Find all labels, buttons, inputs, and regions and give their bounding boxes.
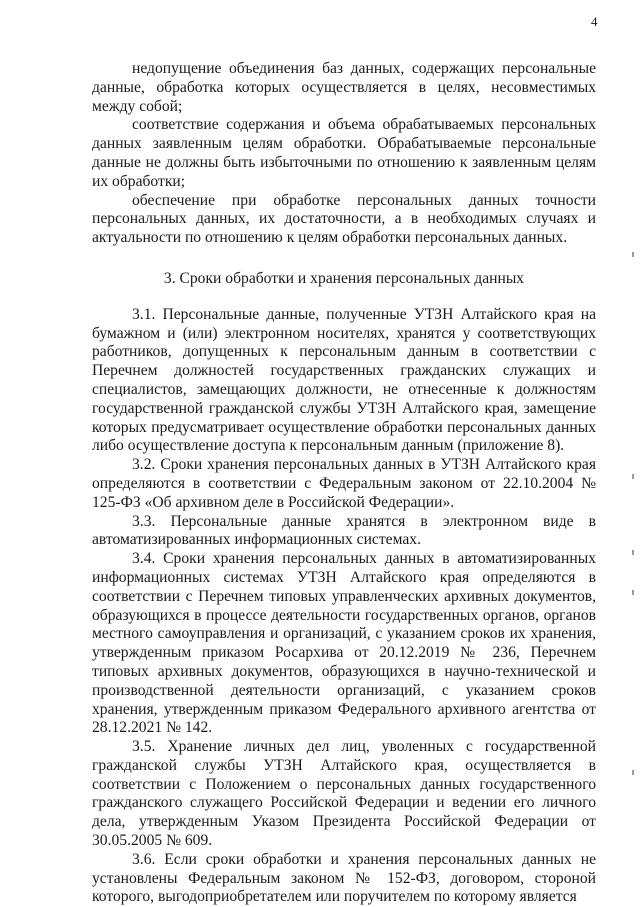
list-item: соответствие содержания и объема обрабатываемых персональных данных заявленным целям обработки. Обрабатываемые персональные данные не должны быть избыточными по отношению к заявленным целям их обработки; [92, 116, 596, 190]
list-item: обеспечение при обработке персональных данных точности персональных данных, их достаточности, а в необходимых случаях и актуальности по отношению к целям обработки персональных данных. [92, 191, 596, 247]
list-item: недопущение объединения баз данных, содержащих персональные данные, обработка которых осуществляется в целях, несовместимых между собой; [92, 60, 596, 115]
page-number: 4 [591, 14, 598, 29]
scan-edge-mark [632, 252, 634, 257]
scan-edge-mark [632, 770, 634, 775]
clause-3-2: 3.2. Сроки хранения персональных данных в УТЗН Алтайского края определяются в соответствии с Федеральным законом от 22.10.2004 № 125-ФЗ «Об архивном деле в Российской Федерации». [92, 456, 596, 511]
clause-3-6: 3.6. Если сроки обработки и хранения персональных данных не установлены Федеральным законом № 152-ФЗ, договором, стороной которого, выгодоприобретателем или поручителем по которому является [92, 850, 596, 906]
document-body [92, 60, 596, 907]
section-heading: 3. Сроки обработки и хранения персональных данных [163, 269, 525, 287]
scan-edge-mark [632, 474, 634, 479]
clause-3-1: 3.1. Персональные данные, полученные УТЗН Алтайского края на бумажном и (или) электронном носителях, хранятся у соответствующих работников, допущенных к персональным данным в соответствии с Перечнем должностей государственных гражданских служащих и специалистов, замещающих должности, не отнесенные к должностям государственной гражданской службы УТЗН Алтайского края, замещение которых предусматривает осуществление обработки персональных данных либо осуществление доступа к персональным данным (приложение 8). [92, 305, 596, 455]
scan-edge-mark [632, 590, 634, 595]
clause-3-5: 3.5. Хранение личных дел лиц, уволенных с государственной гражданской службы УТЗН Алтайского края, осуществляется в соответствии с Положением о персональных данных государственного гражданского служащего Российской Федерации и ведении его личного дела, утвержденным Указом Президента Российской Федерации от 30.05.2005 № 609. [92, 738, 596, 850]
scan-edge-mark [632, 550, 634, 555]
clause-3-4: 3.4. Сроки хранения персональных данных в автоматизированных информационных системах УТЗН Алтайского края определяются в соответствии с Перечнем типовых управленческих архивных документов, образующихся в процессе деятельности государственных органов, органов местного самоуправления и организаций, с указанием сроков их хранения, утвержденным приказом Росархива от 20.12.2019 № 236, Перечнем типовых архивных документов, образующихся в научно-технической и производственной деятельности организаций, с указанием сроков хранения, утвержденным приказом Федерального архивного агентства от 28.12.2021 № 142. [92, 550, 596, 737]
clause-3-3: 3.3. Персональные данные хранятся в электронном виде в автоматизированных информационных системах. [92, 512, 596, 549]
